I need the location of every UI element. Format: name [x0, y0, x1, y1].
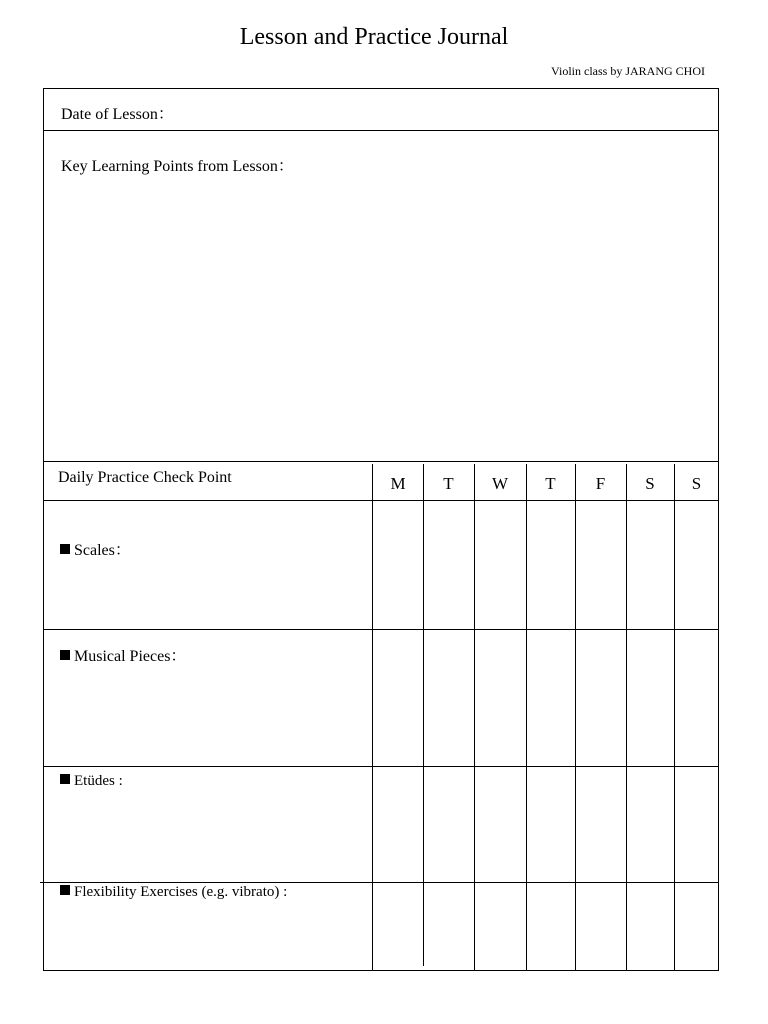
key-points-area[interactable]	[44, 131, 718, 461]
practice-item-label: Scales：	[74, 542, 131, 559]
practice-item-musical-pieces	[60, 643, 186, 666]
day-header-sunday: S	[691, 474, 702, 493]
practice-item-label: Musical Pieces：	[74, 648, 187, 665]
day-column-line	[474, 464, 475, 971]
day-column-line	[526, 464, 527, 971]
practice-header-divider	[43, 500, 719, 501]
day-column-line	[674, 464, 675, 971]
day-header-friday: F	[595, 474, 606, 493]
daily-practice-header-label: Daily Practice Check Point	[58, 469, 232, 486]
day-column-line	[372, 464, 373, 971]
practice-item-etudes	[60, 773, 123, 790]
key-learning-points-label: Key Learning Points from Lesson：	[61, 158, 294, 175]
practice-item-label: Flexibility Exercises (e.g. vibrato) :	[74, 884, 288, 900]
day-header-monday: M	[390, 474, 406, 493]
black-square-icon	[60, 885, 70, 895]
day-header-saturday: S	[645, 474, 655, 493]
day-header-wednesday: W	[491, 474, 509, 493]
key-points-divider	[43, 461, 719, 462]
black-square-icon	[60, 774, 70, 784]
row-divider	[40, 882, 719, 883]
practice-item-flexibility-exercises	[60, 884, 287, 901]
row-divider	[43, 629, 719, 630]
black-square-icon	[60, 544, 70, 554]
black-square-icon	[60, 650, 70, 660]
row-divider	[43, 766, 719, 767]
day-column-line	[575, 464, 576, 971]
page-title: Lesson and Practice Journal	[239, 24, 509, 50]
day-header-thursday: T	[545, 474, 556, 493]
practice-item-scales	[60, 537, 131, 560]
day-column-line	[626, 464, 627, 971]
practice-item-label: Etüdes :	[74, 773, 123, 789]
day-column-line	[423, 464, 424, 966]
page-subtitle: Violin class by JARANG CHOI	[551, 64, 705, 78]
date-of-lesson-label: Date of Lesson：	[61, 106, 174, 123]
day-header-tuesday: T	[443, 474, 454, 493]
